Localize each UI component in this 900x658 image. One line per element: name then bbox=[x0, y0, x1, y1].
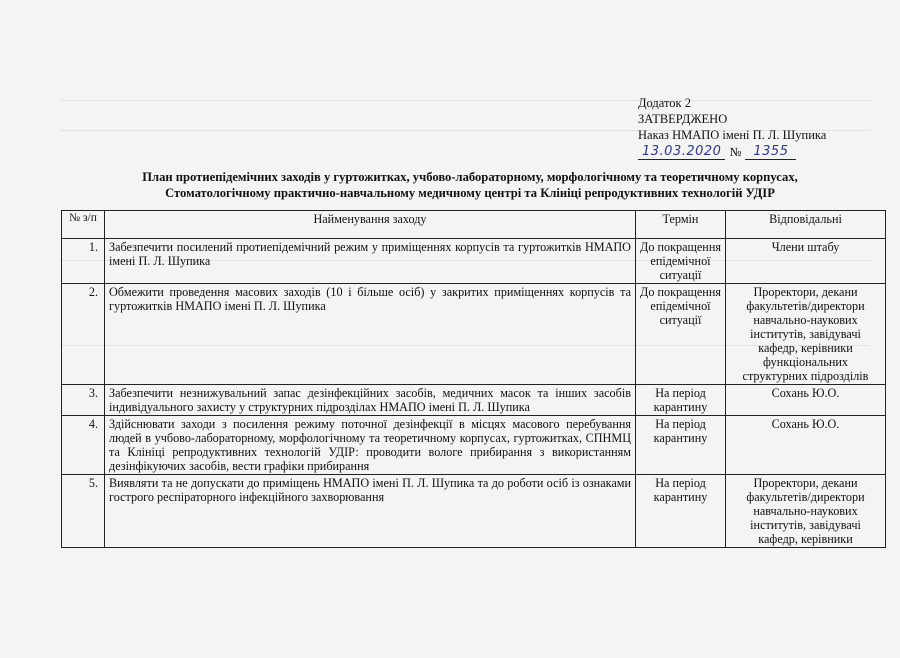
row-resp: Сохань Ю.О. bbox=[726, 416, 886, 475]
table-row bbox=[62, 475, 886, 548]
row-resp: Проректори, декани факультетів/директори навчально-наукових інститутів, завідувачі кафедр, керівники функціональних структурних підрозділів bbox=[726, 284, 886, 385]
row-term: На період карантину bbox=[636, 416, 726, 475]
number-sign: № bbox=[729, 145, 742, 159]
appendix-label: Додаток 2 bbox=[638, 96, 691, 110]
table-row bbox=[62, 284, 886, 385]
order-label: Наказ НМАПО імені П. Л. Шупика bbox=[638, 128, 827, 142]
table-row bbox=[62, 385, 886, 416]
header-resp: Відповідальні bbox=[726, 211, 886, 239]
row-term: До покращення епідемічної ситуації bbox=[636, 239, 726, 284]
approved-label: ЗАТВЕРДЖЕНО bbox=[638, 112, 728, 126]
header-num: № з/п bbox=[62, 211, 105, 239]
row-num: 4. bbox=[62, 416, 105, 475]
handwritten-date: 13.03.2020 bbox=[638, 144, 725, 160]
title-line-2: Стоматологічному практично-навчальному медичному центрі та Клініці репродуктивних технологій УДІР bbox=[165, 186, 775, 200]
document-title bbox=[90, 169, 850, 201]
row-name: Забезпечити посилений протиепідемічний режим у приміщеннях корпусів та гуртожитків НМАПО імені П. Л. Шупика bbox=[105, 239, 636, 284]
table-row bbox=[62, 416, 886, 475]
measures-table bbox=[61, 210, 886, 548]
table-row bbox=[62, 239, 886, 284]
row-term: На період карантину bbox=[636, 475, 726, 548]
row-term: На період карантину bbox=[636, 385, 726, 416]
table-header-row bbox=[62, 211, 886, 239]
title-line-1: План протиепідемічних заходів у гуртожитках, учбово-лабораторному, морфологічному та теоретичному корпусах, bbox=[142, 170, 798, 184]
row-num: 1. bbox=[62, 239, 105, 284]
row-resp: Сохань Ю.О. bbox=[726, 385, 886, 416]
order-date-number bbox=[638, 144, 878, 160]
row-resp: Члени штабу bbox=[726, 239, 886, 284]
row-name: Здійснювати заходи з посилення режиму поточної дезінфекції в місцях масового перебування людей в учбово-лабораторному, морфологічному та теоретичному корпусах, гуртожитках, СПНМЦ та Клініці репродуктивних технологій УДІР: проводити вологе прибирання з використанням дезінфікуючих засобів, вести графіки прибирання bbox=[105, 416, 636, 475]
row-resp: Проректори, декани факультетів/директори навчально-наукових інститутів, завідувачі кафедр, керівники bbox=[726, 475, 886, 548]
row-num: 3. bbox=[62, 385, 105, 416]
row-num: 2. bbox=[62, 284, 105, 385]
approval-block bbox=[638, 95, 878, 160]
handwritten-number: 1355 bbox=[745, 144, 796, 160]
row-name: Обмежити проведення масових заходів (10 і більше осіб) у закритих приміщеннях корпусів та гуртожитків НМАПО імені П. Л. Шупика bbox=[105, 284, 636, 385]
row-name: Виявляти та не допускати до приміщень НМАПО імені П. Л. Шупика та до роботи осіб із ознаками гострого респіраторного інфекційного захворювання bbox=[105, 475, 636, 548]
header-term: Термін bbox=[636, 211, 726, 239]
row-term: До покращення епідемічної ситуації bbox=[636, 284, 726, 385]
header-name: Найменування заходу bbox=[105, 211, 636, 239]
row-name: Забезпечити незнижувальний запас дезінфекційних засобів, медичних масок та інших засобів індивідуального захисту у структурних підрозділах НМАПО імені П. Л. Шупика bbox=[105, 385, 636, 416]
row-num: 5. bbox=[62, 475, 105, 548]
